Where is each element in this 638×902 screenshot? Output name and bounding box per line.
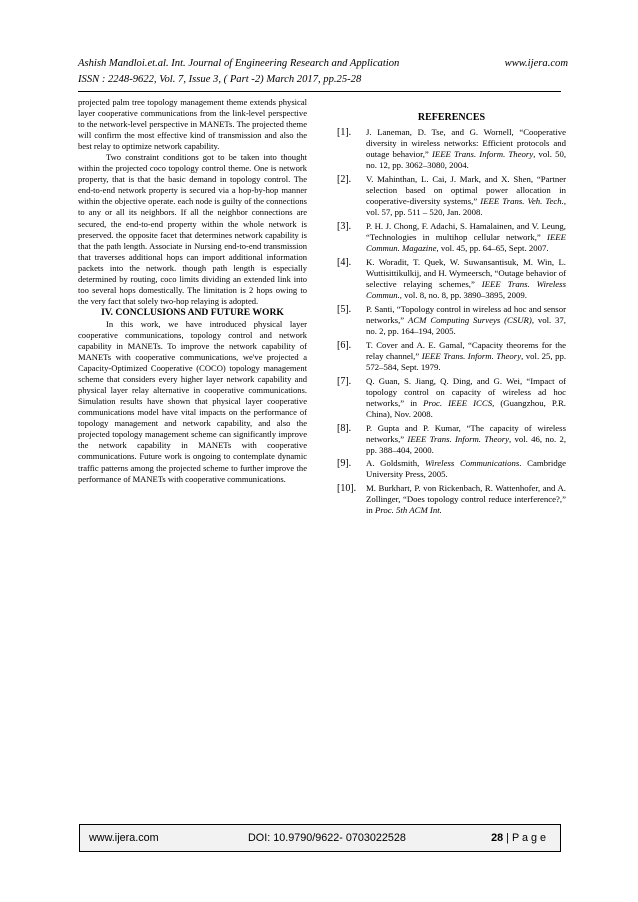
reference-details: , vol. 8, no. 8, pp. 3890–3895, 2009. <box>399 290 527 301</box>
reference-item <box>337 257 566 301</box>
reference-text <box>366 340 566 373</box>
journal-title: Ashish Mandloi.et.al. Int. Journal of Engineering Research and Application <box>78 58 400 69</box>
reference-text <box>366 376 566 420</box>
reference-number: [2]. <box>337 173 352 185</box>
footer-site-link[interactable]: www.ijera.com <box>89 832 159 844</box>
section-heading: IV. CONCLUSIONS AND FUTURE WORK <box>101 306 284 318</box>
reference-authors-title: K. Woradit, T. Quek, W. Suwansantisuk, M. Win, L. Wuttisittikulkij, and H. Wymeersch, “Outage behavior of selective relaying schemes,” <box>366 256 566 289</box>
reference-text <box>366 423 566 456</box>
reference-number: [8]. <box>337 422 352 434</box>
reference-item <box>337 304 566 337</box>
reference-number: [3]. <box>337 220 352 232</box>
footer-doi: DOI: 10.9790/9622- 0703022528 <box>248 832 406 844</box>
reference-details: , vol. 45, pp. 64–65, Sept. 2007. <box>436 243 549 254</box>
reference-list <box>337 127 566 516</box>
reference-authors-title: P. Santi, “Topology control in wireless ad hoc and sensor networks,” <box>366 303 566 325</box>
reference-text <box>366 257 566 301</box>
reference-text <box>366 483 566 516</box>
reference-number: [6]. <box>337 339 352 351</box>
reference-authors-title: T. Cover and A. E. Gamal, “Capacity theorems for the relay channel,” <box>366 339 566 361</box>
reference-item <box>337 340 566 373</box>
reference-item <box>337 423 566 456</box>
header-row-2 <box>78 72 568 88</box>
page-footer <box>79 824 561 852</box>
reference-authors-title: M. Burkhart, P. von Rickenbach, R. Wattenhofer, and A. Zollinger, “Does topology control reduce interference?,” in <box>366 483 566 516</box>
reference-details: , vol. 25, pp. 572–584, Sept. 1979. <box>366 350 567 372</box>
reference-venue: Proc. IEEE ICCS <box>423 397 493 408</box>
reference-number: [9]. <box>337 458 352 470</box>
page-word: | P a g e <box>503 832 546 844</box>
reference-details: , vol. 50, no. 12, pp. 3062–3080, 2004. <box>366 149 567 171</box>
reference-details: , vol. 37, no. 2, pp. 164–194, 2005. <box>366 314 566 336</box>
reference-authors-title: J. Laneman, D. Tse, and G. Wornell, “Cooperative diversity in wireless networks: Efficient protocols and outage behavior,” <box>366 127 566 160</box>
reference-authors-title: Q. Guan, S. Jiang, Q. Ding, and G. Wei, “Impact of topology control on capacity of wireless ad hoc networks,” in <box>366 375 566 408</box>
reference-number: [5]. <box>337 303 352 315</box>
reference-venue: IEEE Trans. Wireless Commun. <box>366 279 566 301</box>
reference-venue: Wireless Communications <box>424 458 520 469</box>
conclusion-paragraph: In this work, we have introduced physical layer cooperative communications, topology control and network capability in MANETs. To improve the network capability of MANETs with cooperative communications, we've projected a Capacity-Optimized Cooperative (COCO) topology management scheme that considers every higher layer network capability and physical layer relay alternative in cooperative communications. Simulation results have shown that physical layer cooperative communications model have vital impacts on the performance of topology management and network capability, and also the projected topology management scheme can significantly improve the network capability in MANETs with cooperative communications. Future work is ongoing to contemplate dynamic traffic patterns among the projected scheme to further improve the performance of MANETs with cooperative communications. <box>78 318 307 484</box>
reference-authors-title: V. Mahinthan, L. Cai, J. Mark, and X. Shen, “Partner selection based on optimal power allocation in cooperative-diversity systems,” <box>366 173 566 207</box>
reference-venue: ACM Computing Surveys (CSUR) <box>408 314 532 325</box>
running-header <box>78 56 568 88</box>
body-paragraph-2: Two constraint conditions got to be taken into thought within the projected coco topology control theme. One is network property, that is that the basic demand in topology control. The end-to-end network property is secured via a hop-by-hop manner within the objective operate. each node is guilty of the connections to any or all its neighbors. If all the neighbor connections are secured, the end-to-end property within the whole network is preserved. the opposite facet that determines network capability is that the path length. Associate in Nursing end-to-end transmission that traverses additional hops can import additional information packets into the network. though path length is especially determined by routing, coco limits dividing an extended link into too several hops domestically. The limitation is 2 hops owing to the very fact that solely two-hop relaying is adopted. <box>78 152 307 306</box>
reference-authors-title: P. H. J. Chong, F. Adachi, S. Hamalainen, and V. Leung, “Technologies in multihop cellular network,” <box>366 220 566 243</box>
reference-number: [10]. <box>337 483 357 495</box>
reference-venue: IEEE Trans. Inform. Theory <box>431 149 534 160</box>
reference-details: , vol. 46, no. 2, pp. 388–404, 2000. <box>366 433 567 455</box>
reference-text <box>366 304 566 337</box>
reference-item <box>337 483 566 516</box>
page-number: 28 <box>491 832 504 844</box>
issn-line: ISSN : 2248-9622, Vol. 7, Issue 3, ( Part -2) March 2017, pp.25-28 <box>78 74 362 85</box>
references-heading: REFERENCES <box>417 112 486 123</box>
reference-text <box>366 458 566 480</box>
footer-page-number <box>491 832 546 844</box>
reference-number: [7]. <box>337 375 352 387</box>
reference-text <box>366 221 566 254</box>
header-rule <box>78 91 561 92</box>
reference-item <box>337 174 566 218</box>
reference-venue: IEEE Commun. Magazine <box>366 232 566 254</box>
reference-number: [1]. <box>337 127 352 138</box>
reference-item <box>337 376 566 420</box>
reference-authors-title: A. Goldsmith, <box>366 458 425 469</box>
reference-details: , (Guangzhou, P.R. China), Nov. 2008. <box>366 397 566 419</box>
reference-venue: Proc. 5th ACM Int. <box>375 505 442 516</box>
references-column <box>337 112 566 519</box>
reference-item <box>337 127 566 171</box>
reference-item <box>337 221 566 254</box>
left-column <box>78 97 307 485</box>
header-site-link[interactable]: www.ijera.com <box>504 58 568 69</box>
reference-details: . Cambridge University Press, 2005. <box>366 458 566 480</box>
reference-text <box>366 127 566 171</box>
reference-text <box>366 174 566 218</box>
reference-venue: IEEE Trans. Inform. Theory <box>407 433 510 444</box>
reference-number: [4]. <box>337 256 352 268</box>
body-paragraph-1: projected palm tree topology management theme extends physical layer cooperative communications from the link-level perspective to the network-level perspective in MANETs. The projected theme will confirm the most effective kind of transmission and also the best relay to optimize network capability. <box>78 97 307 152</box>
reference-authors-title: P. Gupta and P. Kumar, “The capacity of wireless networks,” <box>366 422 566 444</box>
reference-venue: IEEE Trans. Inform. Theory <box>421 350 522 361</box>
header-row-1 <box>78 56 568 72</box>
reference-venue: IEEE Trans. Veh. Tech. <box>480 196 564 207</box>
reference-details: , vol. 57, pp. 511 – 520, Jan. 2008. <box>366 196 566 218</box>
reference-item <box>337 458 566 480</box>
